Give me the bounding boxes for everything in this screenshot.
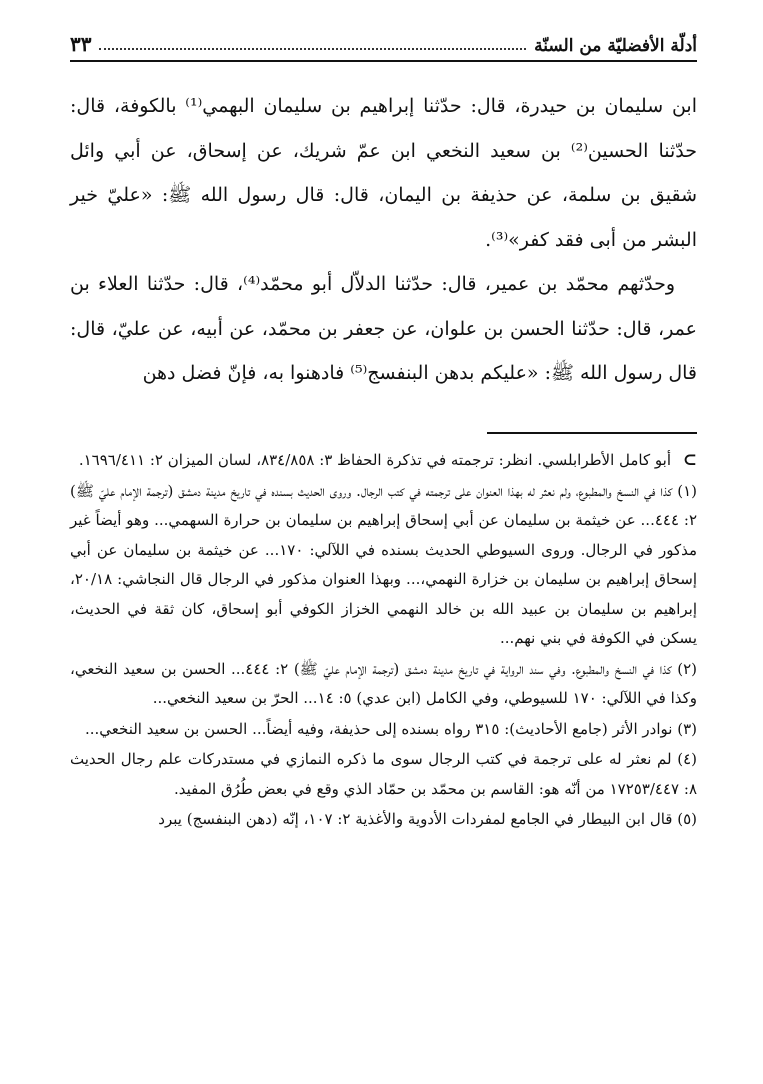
footnote-separator [487, 432, 697, 434]
footnote-2: (٢) كذا في النسخ والمطبوع. وفي سند الرواية في تاريخ مدينة دمشق (ترجمة الإمام عليّ ﷺ) ٢: ٤٤٤... الحسن بن سعيد النخعي، وكذا في اللآلي: ١٧٠ للسيوطي، وفي الكامل (ابن عدي) ٥: ١٤... الحرّ بن سعيد النخعي... [70, 659, 697, 707]
page-number: ٣٣ [70, 32, 92, 56]
footnote-4: (٤) لم نعثر له على ترجمة في كتب الرجال سوى ما ذكره النمازي في مستدركات علم رجال الحديث ٨: ١٧٢٥٣/٤٤٧ من أنّه هو: القاسم بن محمّد بن حمّاد الذي وقع في بعض طُرُق المفيد. [70, 750, 697, 798]
footnote-5: (٥) قال ابن البيطار في الجامع لمفردات الأدوية والأغذية ٢: ١٠٧، إنّه (دهن البنفسج) يبرد [158, 810, 697, 828]
main-text [70, 84, 697, 396]
footnote-3: (٣) نوادر الأثر (جامع الأحاديث): ٣١٥ رواه بسنده إلى حذيفة، وفيه أيضاً... الحسن بن سعيد النخعي... [84, 719, 697, 738]
footnote-continuation-text: أبو كامل الأطرابلسي. انظر: ترجمته في تذكرة الحفاظ ٣: ٨٣٤/٨٥٨، لسان الميزان ٢: ١٦٩٦/٤١١. [78, 451, 671, 469]
main-paragraph-1: ابن سليمان بن حيدرة، قال: حدّثنا إبراهيم بن سليمان البهمي⁽¹⁾ بالكوفة، قال: حدّثنا الحسين⁽²⁾ بن سعيد النخعي ابن عمّ شريك، عن إسحاق، عن أبي وائل شقيق بن سلمة، عن حذيفة بن اليمان، قال: قال رسول الله ﷺ: «عليّ خير البشر من أبى فقد كفر»⁽³⁾. [70, 95, 698, 251]
footnote-continuation [70, 446, 697, 476]
running-title: أدلّة الأفضليّة من السنّة [534, 36, 697, 56]
footnotes [70, 446, 697, 836]
continuation-marker: ⊃ [682, 450, 697, 470]
footnote-1: (١) كذا في النسخ والمطبوع، ولم نعثر له بهذا العنوان على ترجمته في كتب الرجال. وروى الحديث بسنده في تاريخ مدينة دمشق (ترجمة الإمام عليّ ﷺ) ٢: ٤٤٤... عن خيثمة بن سليمان عن أبي إسحاق إبراهيم بن سليمان بن حرارة السهمي... وهو أيضاً غير مذكور في الرجال. وروى السيوطي الحديث بسنده في اللآلي: ١٧٠... عن خيثمة بن سليمان عن أبي إسحاق إبراهيم بن سليمان بن خزارة النهمي،... وبهذا العنوان مذكور في الرجال قال النجاشي: ٢٠/١٨، إبراهيم بن سليمان بن عبيد الله بن خالد النهمي الخزاز الكوفي أبو إسحاق، كان ثقة في الحديث، يسكن في الكوفة في بني نهم... [70, 481, 697, 647]
leader-dots [99, 48, 526, 50]
page-header [70, 28, 697, 62]
main-paragraph-2: وحدّثهم محمّد بن عمير، قال: حدّثنا الدلاّل أبو محمّد⁽⁴⁾، قال: حدّثنا العلاء بن عمر، قال: حدّثنا الحسن بن علوان، عن جعفر بن محمّد، عن أبيه، عن عليّ، قال: قال رسول الله ﷺ: «عليكم بدهن البنفسج⁽⁵⁾ فادهنوا به، فإنّ فضل دهن [70, 273, 697, 384]
